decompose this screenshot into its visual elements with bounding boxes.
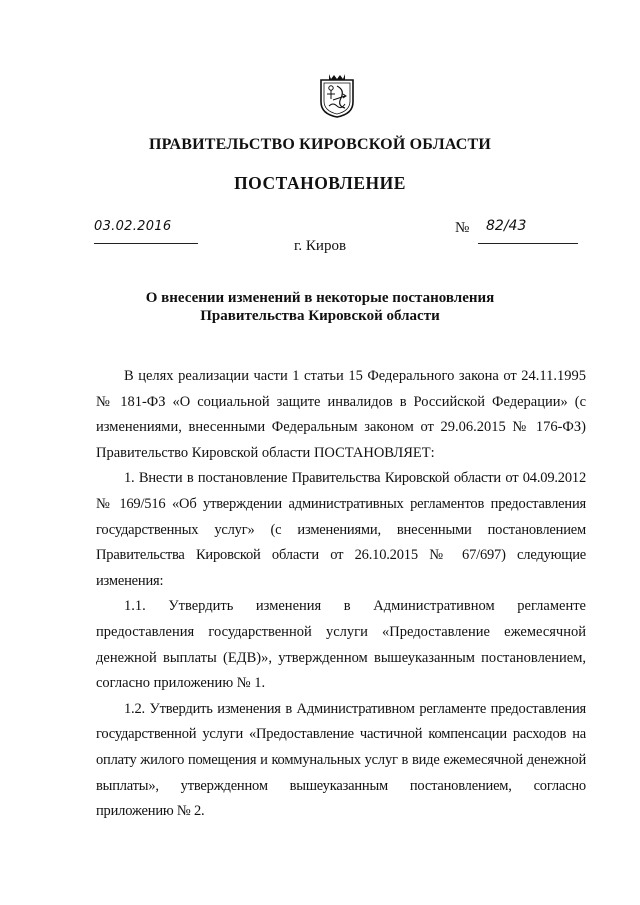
number-label: № [455, 220, 470, 236]
item-1-2-paragraph: 1.2. Утвердить изменения в Административном регламенте предоставления государственной услуги «Предоставление частичной компенсации расходов на оплату жилого помещения и коммунальных услуг в виде ежемесячной денежной выплаты», утвержденном вышеуказанным постановлением, согласно приложению № 2. [96, 700, 586, 820]
preamble-paragraph: В целях реализации части 1 статьи 15 Федерального закона от 24.11.1995 № 181-ФЗ «О социальной защите инвалидов в Российской Федерации» (с изменениями, внесенными Федеральным законом от 29.06.2015 № 176-ФЗ) Правительство Кировской области ПОСТАНОВЛЯЕТ: [96, 368, 586, 461]
document-title-line-1: О внесении изменений в некоторые постановления [145, 290, 495, 306]
item-1-1-paragraph: 1.1. Утвердить изменения в Административном регламенте предоставления государственной услуги «Предоставление ежемесячной денежной выплаты (ЕДВ)», утвержденном вышеуказанным постановлением, согласно приложению № 1. [96, 598, 586, 692]
organization-name: ПРАВИТЕЛЬСТВО КИРОВСКОЙ ОБЛАСТИ [148, 136, 492, 153]
item-1-paragraph: 1. Внести в постановление Правительства Кировской области от 04.09.2012 № 169/516 «Об утверждении административных регламентов предоставления государственных услуг» (с изменениями, внесенными постановлением Правительства Кировской области от 26.10.2015 № 67/697) следующие изменения: [96, 470, 586, 589]
document-date: 03.02.2016 [94, 219, 172, 234]
document-body [96, 364, 586, 825]
document-title-line-2: Правительства Кировской области [200, 308, 440, 324]
document-type: ПОСТАНОВЛЕНИЕ [234, 173, 406, 193]
coat-of-arms-icon [319, 72, 355, 118]
document-number: 82/43 [486, 218, 527, 234]
document-title [0, 289, 640, 325]
city: г. Киров [293, 238, 347, 254]
